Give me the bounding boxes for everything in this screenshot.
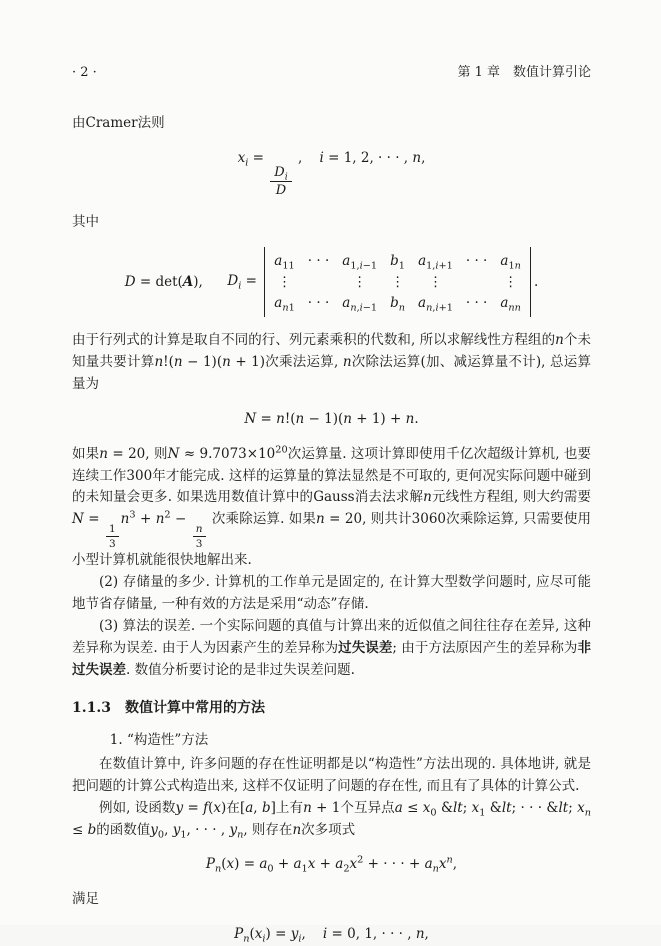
matrix-cell: ⋮ [428, 273, 443, 290]
chapter-title: 第 1 章 数值计算引论 [457, 65, 591, 80]
matrix-cell [308, 273, 329, 291]
fraction-numerator: n [193, 523, 206, 537]
det-close-paren: ), [193, 273, 203, 290]
matrix-cell [466, 273, 487, 291]
paragraph-satisfy: 满足 [72, 891, 99, 908]
method-title-constructive: 1. “构造性”方法 [109, 732, 209, 749]
gauss-text-1: 如果n = 20, 则$N \approx 9.7073\times 10^{20}$次运算量. 这项计算即使用千亿次超级计算机, 也要连续工作300年才能完成. 这样的运算量的算法显然是不可取的, 更何况实际问题中碰到的未知量会更多. 如果选用数值计算中的Gauss消去法求解n元线性方程组, 则大约需要N = [72, 444, 592, 528]
page-number: · 2 · [72, 65, 97, 80]
error-text-2: ; 由于方法原因产生的差异称为 [392, 639, 578, 656]
paragraph-cramer-intro: 由Cramer法则 [72, 115, 165, 132]
determinant-matrix [264, 247, 531, 318]
paragraph-gauss-comparison [72, 444, 591, 572]
formula-determinant [72, 247, 591, 318]
section-heading-1-1-3: 1.1.3 数值计算中常用的方法 [72, 700, 265, 717]
matrix-cell: $a_{1,i-1}$ [342, 252, 378, 272]
matrix-cell: · · · [307, 295, 330, 312]
matrix-symbol-A: A [182, 273, 194, 290]
paragraph-determinant-cost: 由于行列式的计算是取自不同的行、列元素乘积的代数和, 所以求解线性方程组的n个未知量共要计算n!(n − 1)(n + 1)次乘法运算, n次除法运算(加、减运算量不计), 总运算量为 [72, 332, 591, 392]
matrix-cell: $a_{nn}$ [500, 295, 521, 314]
formula-cramer-lhs: $x_i$ = [237, 149, 264, 169]
paragraph-algorithm-error [72, 616, 591, 682]
formula-total-operations: N = n!(n − 1)(n + 1) + n. [244, 410, 419, 427]
matrix-cell: ⋮ [277, 273, 292, 290]
matrix-cell: ⋮ [390, 273, 405, 290]
formula-interpolation-condition: $P_n(x_i) = y_i$, i = 0, 1, · · · , n, [234, 926, 429, 945]
matrix-cell: $a_{n,i+1}$ [418, 295, 453, 314]
paragraph-storage: (2) 存储量的多少. 计算机的工作单元是固定的, 在计算大型数学问题时, 应尽可能地节省存储量, 一种有效的方法是采用“动态”存储. [72, 574, 591, 613]
term-non-gross-error: 非过失误差 [72, 639, 591, 678]
fraction-numerator: 1 [106, 523, 119, 537]
fraction [193, 523, 206, 550]
matrix-cell: $b_1$ [390, 252, 405, 272]
det-lhs: D = det( [124, 273, 183, 290]
page-header [72, 62, 591, 83]
formula-cramer-tail: , i = 1, 2, · · · , n, [298, 149, 426, 166]
matrix-cell: $a_{n,i-1}$ [342, 295, 378, 314]
fraction [106, 523, 119, 550]
fraction [270, 165, 291, 199]
gauss-text-3: 次乘除运算. 如果n = 20, 则共计3060次乘除运算, 只需要使用小型计算机就能很快地解出来. [72, 511, 592, 569]
matrix-cell: · · · [465, 252, 488, 269]
fraction-denominator: 3 [108, 538, 116, 551]
det-period: . [533, 273, 539, 290]
paragraph-interpolation-example: 例如, 设函数y = f(x)在[a, b]上有n + 1个互异点$a \le x_0$ &lt; $x_1$ &lt; · · · &lt; $x_n \le b$的函数值$y_0$, $y_1$, · · · , $y_n$, 则存在n次多项式 [72, 799, 591, 841]
fraction-denominator: 3 [195, 538, 203, 551]
matrix-cell: · · · [465, 295, 488, 312]
paragraph-constructive: 在数值计算中, 许多问题的存在性证明都是以“构造性”方法出现的. 具体地讲, 就是把问题的计算公式构造出来, 这样不仅证明了问题的存在性, 而且有了具体的计算公式. [72, 756, 591, 794]
det-di-equals: $D_i$ = [227, 273, 257, 293]
formula-cramer-rule [72, 148, 591, 199]
matrix-cell: · · · [307, 252, 330, 269]
matrix-cell: ⋮ [352, 273, 367, 290]
gauss-text-2: $n^3 + n^2$ − [120, 509, 191, 528]
fraction-numerator: $D_i$ [270, 165, 291, 183]
matrix-cell: $a_{11}$ [274, 252, 295, 272]
formula-polynomial: $P_n(x) = a_0 + a_1x + a_2x^2$ + · · · + $a_nx^n$, [205, 854, 458, 876]
error-text-1: (3) 算法的误差. 一个实际问题的真值与计算出来的近似值之间往往存在差异, 这种差异称为误差. 由于人为因素产生的差异称为 [72, 617, 591, 656]
fraction-denominator: D [275, 183, 287, 199]
matrix-cell: $a_{1,i+1}$ [418, 252, 453, 272]
matrix-cell: ⋮ [503, 273, 518, 290]
term-gross-error: 过失误差 [338, 639, 393, 656]
matrix-cell: $b_n$ [390, 295, 406, 314]
paragraph-where: 其中 [72, 213, 99, 230]
matrix-cell: $a_{n1}$ [274, 295, 295, 314]
error-text-3: . 数值分析要讨论的是非过失误差问题. [126, 661, 355, 678]
matrix-cell: $a_{1n}$ [500, 252, 521, 272]
